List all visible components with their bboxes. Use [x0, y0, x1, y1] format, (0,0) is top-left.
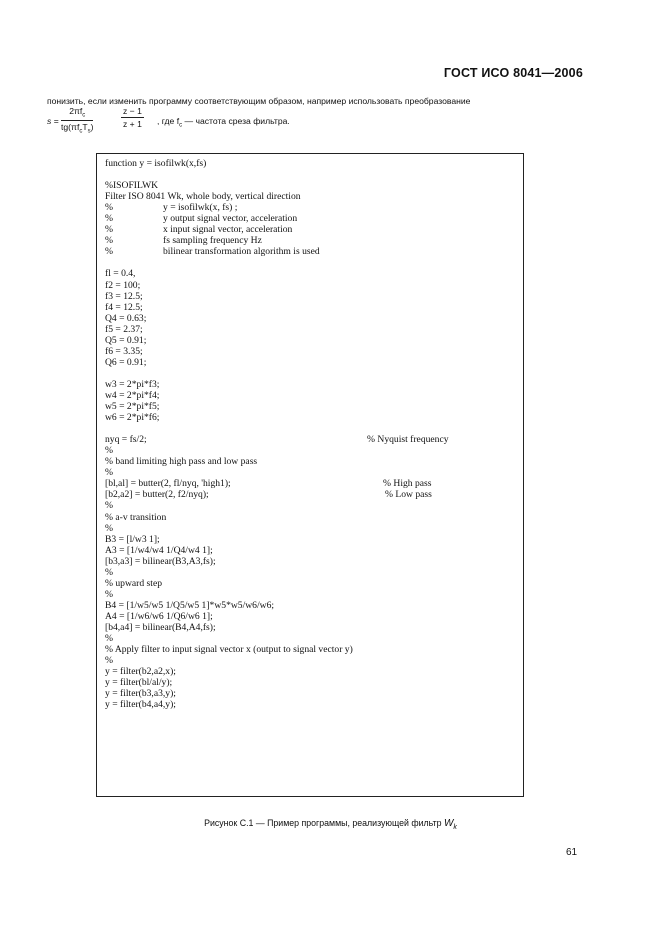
code-line-main: Q4 = 0.63; [105, 312, 147, 324]
code-line-main: % Apply filter to input signal vector x (output to signal vector y) [105, 644, 353, 656]
code-line [105, 445, 353, 456]
code-line-main: f2 = 100; [105, 279, 141, 291]
code-line [105, 534, 353, 545]
code-line-comment-text: x input signal vector, acceleration [163, 224, 293, 236]
code-line-main: w5 = 2*pi*f5; [105, 401, 160, 413]
code-line [105, 545, 353, 556]
code-line-main: function y = isofilwk(x,fs) [105, 158, 207, 169]
code-listing [105, 158, 449, 711]
code-line-inline-comment: % Low pass [385, 489, 432, 501]
code-line [105, 346, 353, 357]
bilinear-formula [47, 106, 467, 136]
code-line-main: Q5 = 0.91; [105, 334, 147, 346]
code-line-main: %ISOFILWK [105, 180, 159, 192]
code-line-main: A4 = [1/w6/w6 1/Q6/w6 1]; [105, 610, 213, 622]
code-line-main: % [105, 566, 113, 578]
code-line-main: w3 = 2*pi*f3; [105, 378, 160, 390]
formula-fraction-1 [61, 106, 93, 134]
code-line-comment-text: bilinear transformation algorithm is used [163, 246, 320, 258]
code-line-main: nyq = fs/2; [105, 434, 147, 446]
code-line-main: B3 = [l/w3 1]; [105, 533, 160, 545]
code-line-main: y = filter(b4,a4,y); [105, 699, 176, 711]
code-line [105, 412, 353, 423]
code-line [105, 600, 353, 611]
formula-lhs: s = [47, 116, 59, 126]
formula-frac1-den-sub1: c [79, 128, 83, 135]
code-line [105, 578, 353, 589]
code-line-main: y = filter(b2,a2,x); [105, 666, 176, 678]
caption-text: Рисунок С.1 — Пример программы, реализующей фильтр [204, 818, 444, 828]
formula-frac2-num: z − 1 [123, 106, 142, 116]
formula-tail-post: — частота среза фильтра. [182, 116, 290, 126]
code-line [105, 268, 353, 279]
intro-paragraph: понизить, если изменить программу соответствующим образом, например использовать преобразование [47, 96, 471, 106]
code-line-main: % [105, 235, 113, 247]
code-line-main: % [105, 445, 113, 457]
code-line [105, 246, 353, 257]
code-line [105, 158, 353, 169]
code-line [105, 611, 353, 622]
code-line-main: f4 = 12.5; [105, 301, 143, 313]
code-line [105, 390, 353, 401]
code-line [105, 180, 353, 191]
code-line-main: [b3,a3] = bilinear(B3,A3,fs); [105, 555, 216, 567]
code-line [105, 379, 353, 390]
code-line [105, 280, 353, 291]
code-line [105, 456, 353, 467]
code-line [105, 291, 353, 302]
code-line-main: % upward step [105, 577, 163, 589]
code-line [105, 368, 353, 379]
code-line-main: y = filter(b3,a3,y); [105, 688, 176, 700]
code-line [105, 699, 353, 710]
code-line-comment-text: fs sampling frequency Hz [163, 235, 262, 247]
code-line-main: % [105, 655, 113, 667]
code-line [105, 313, 353, 324]
code-line-inline-comment: % High pass [383, 478, 432, 490]
formula-frac1-num-sub: c [82, 112, 86, 119]
code-line [105, 677, 353, 688]
code-line [105, 202, 353, 213]
code-line [105, 357, 353, 368]
code-line-main: % [105, 633, 113, 645]
code-line-main: % [105, 246, 113, 258]
code-line [105, 633, 353, 644]
code-line [105, 401, 353, 412]
code-line-main: % band limiting high pass and low pass [105, 456, 258, 468]
code-line-main: % [105, 588, 113, 600]
formula-frac2-den: z + 1 [123, 119, 142, 129]
code-line [105, 622, 353, 633]
code-listing-frame [96, 153, 524, 797]
code-line [105, 644, 353, 655]
caption-symbol-sub: k [453, 823, 457, 831]
code-line [105, 257, 353, 268]
code-line-main: Filter ISO 8041 Wk, whole body, vertical direction [105, 191, 301, 203]
code-line [105, 235, 353, 246]
code-line [105, 688, 353, 699]
code-line [105, 191, 353, 202]
formula-frac1-den-mid: T [82, 121, 88, 132]
figure-caption [0, 818, 661, 831]
formula-tail-pre: , где f [157, 116, 180, 126]
code-line [105, 169, 353, 180]
page-number: 61 [566, 847, 578, 858]
code-line-main: f6 = 3.35; [105, 345, 143, 357]
code-line-main: [b2,a2] = butter(2, f2/nyq); [105, 489, 209, 501]
code-line-main: % [105, 522, 113, 534]
code-line [105, 666, 353, 677]
formula-tail [157, 116, 290, 129]
code-line-main: f3 = 12.5; [105, 290, 143, 302]
code-line [105, 523, 353, 534]
code-line-main: A3 = [1/w4/w4 1/Q4/w4 1]; [105, 544, 213, 556]
code-line-main: f5 = 2.37; [105, 323, 143, 335]
code-line [105, 324, 353, 335]
code-line [105, 302, 353, 313]
formula-frac1-den-end: ) [90, 121, 94, 132]
code-line-main: w4 = 2*pi*f4; [105, 389, 160, 401]
code-line [105, 567, 353, 578]
code-line [105, 213, 353, 224]
code-line-main: % [105, 224, 113, 236]
code-line-main: % a-v transition [105, 511, 167, 523]
code-line-main: B4 = [1/w5/w5 1/Q5/w5 1]*w5*w5/w6/w6; [105, 599, 275, 611]
code-line [105, 478, 432, 490]
code-line [105, 434, 449, 446]
code-line-main: % [105, 202, 113, 214]
code-line-main: Q6 = 0.91; [105, 356, 147, 368]
code-line-inline-comment: % Nyquist frequency [367, 434, 449, 446]
code-line-main: % [105, 500, 113, 512]
code-line [105, 556, 353, 567]
code-line [105, 655, 353, 666]
code-line [105, 224, 353, 235]
code-line-main: w6 = 2*pi*f6; [105, 412, 160, 424]
formula-frac1-den: tg(πf [61, 121, 80, 132]
formula-frac1-num: 2πf [69, 106, 83, 116]
code-line-main: fl = 0.4, [105, 268, 136, 280]
formula-tail-sub: c [179, 122, 183, 129]
code-line-main: % [105, 467, 113, 479]
code-line-main: [bl,al] = butter(2, fl/nyq, 'high1); [105, 478, 231, 490]
code-line-main: [b4,a4] = bilinear(B4,A4,fs); [105, 621, 216, 633]
code-line [105, 423, 353, 434]
formula-frac1-den-sub2: s [87, 128, 91, 135]
code-line-comment-text: y = isofilwk(x, fs) ; [163, 202, 238, 214]
formula-fraction-2 [121, 106, 144, 129]
code-line [105, 467, 353, 478]
code-line [105, 489, 432, 501]
code-line-main: y = filter(bl/al/y); [105, 677, 173, 689]
code-line [105, 512, 353, 523]
code-line [105, 589, 353, 600]
document-header: ГОСТ ИСО 8041—2006 [443, 66, 583, 80]
code-line [105, 500, 353, 511]
code-line-comment-text: y output signal vector, acceleration [163, 213, 298, 225]
code-line-main: % [105, 213, 113, 225]
caption-symbol: W [443, 818, 454, 829]
code-line [105, 335, 353, 346]
